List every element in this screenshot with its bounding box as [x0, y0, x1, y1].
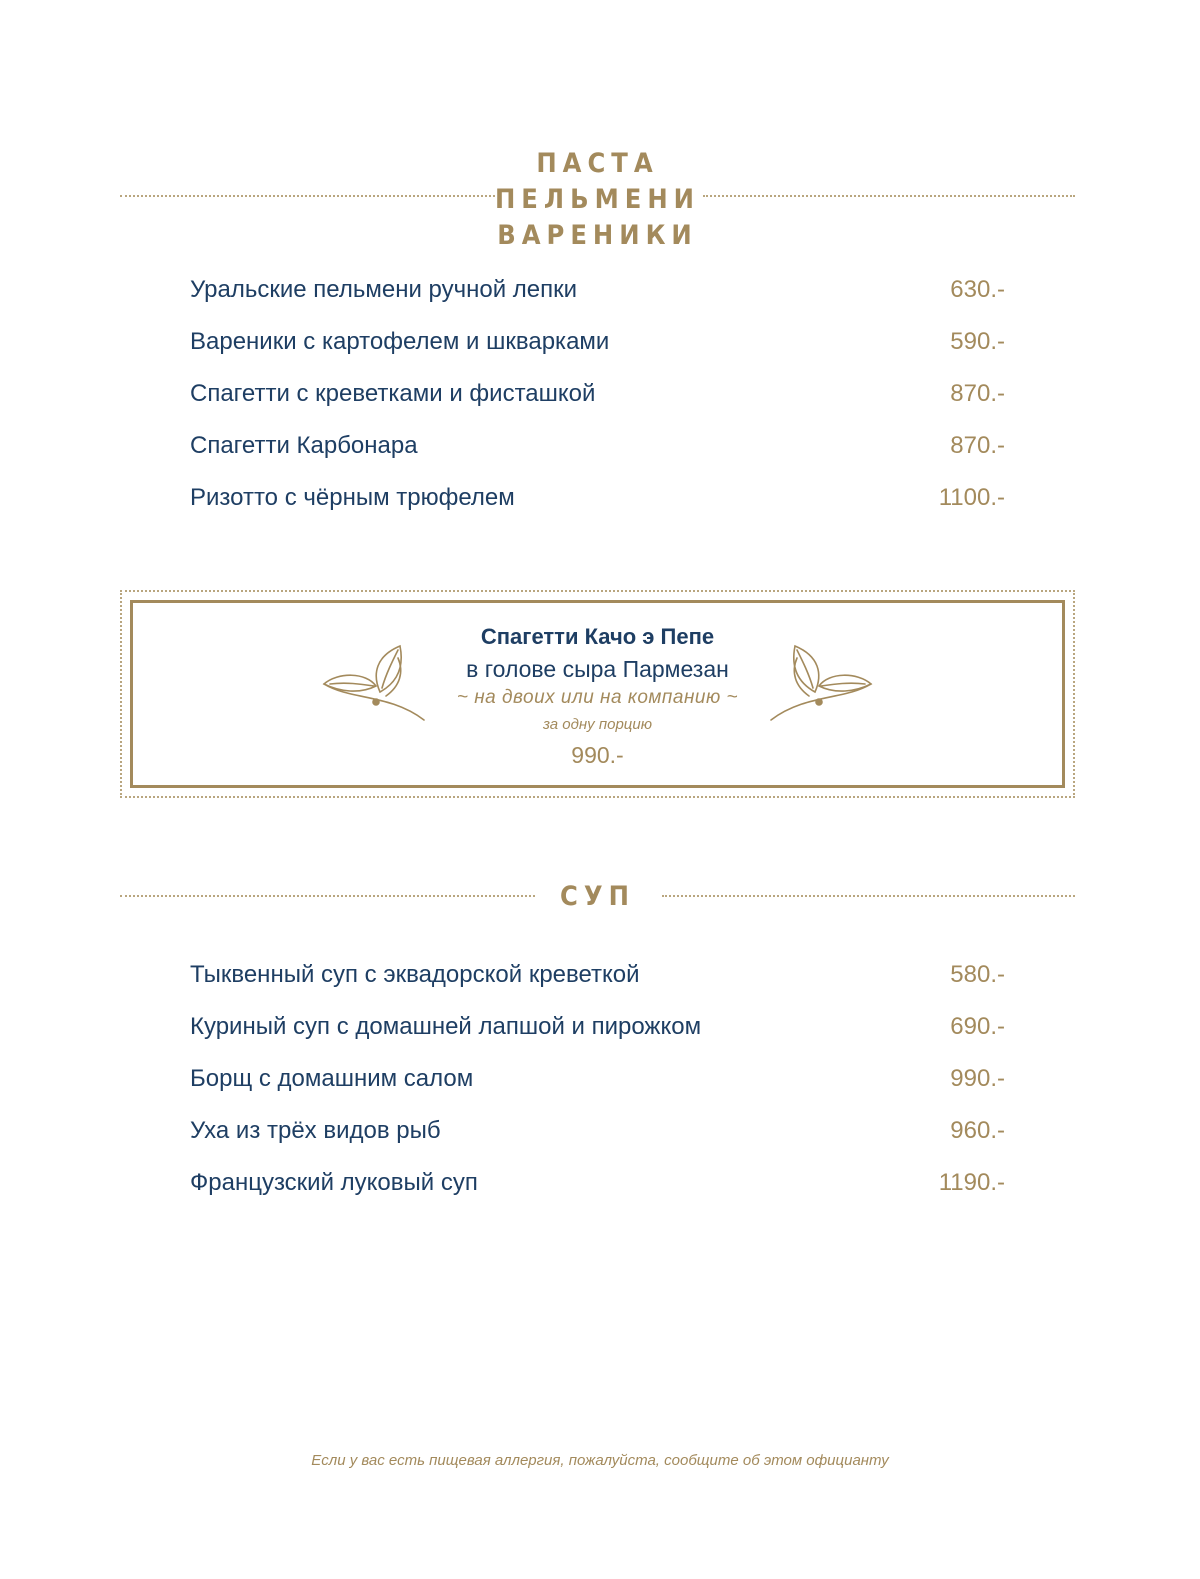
- menu-item-name: Куриный суп с домашней лапшой и пирожком: [190, 1013, 702, 1040]
- section-title: СУП: [560, 881, 635, 912]
- menu-item: [190, 1117, 1005, 1169]
- menu-item-price: 1100.-: [938, 484, 1005, 511]
- menu-item: [190, 961, 1005, 1013]
- featured-dish-note: ~ на двоих или на компанию ~: [456, 687, 739, 708]
- menu-item-price: 870.-: [950, 380, 1005, 407]
- menu-item: [190, 380, 1005, 432]
- menu-item-name: Спагетти Карбонара: [190, 432, 418, 459]
- menu-item: [190, 328, 1005, 380]
- menu-item-name: Уха из трёх видов рыб: [190, 1117, 441, 1144]
- menu-item-name: Спагетти с креветками и фисташкой: [190, 380, 596, 407]
- menu-item: [190, 1065, 1005, 1117]
- menu-item: [190, 276, 1005, 328]
- section-title-line: ПАСТА: [536, 148, 659, 179]
- menu-item-name: Тыквенный суп с эквадорской креветкой: [190, 961, 640, 988]
- menu-item: [190, 432, 1005, 484]
- menu-item-name: Вареники с картофелем и шкварками: [190, 328, 610, 355]
- menu-item: [190, 484, 1005, 536]
- menu-item-price: 990.-: [950, 1065, 1005, 1092]
- menu-item-price: 870.-: [950, 432, 1005, 459]
- featured-dish-price: 990.-: [571, 742, 624, 768]
- section-title-line: ВАРЕНИКИ: [497, 220, 698, 251]
- menu-item-name: Борщ с домашним салом: [190, 1065, 474, 1092]
- menu-list-pasta: [190, 276, 1005, 536]
- menu-item-price: 580.-: [950, 961, 1005, 988]
- menu-item-price: 1190.-: [938, 1169, 1005, 1196]
- menu-item-name: Французский луковый суп: [190, 1169, 478, 1196]
- menu-item-price: 960.-: [950, 1117, 1005, 1144]
- featured-dish-box: [120, 590, 1075, 798]
- menu-item-price: 690.-: [950, 1013, 1005, 1040]
- allergy-note: Если у вас есть пищевая аллергия, пожалуйста, сообщите об этом официанту: [311, 1452, 889, 1469]
- menu-item-price: 590.-: [950, 328, 1005, 355]
- featured-dish-title: Спагетти Качо э Пепе: [480, 624, 715, 649]
- section-header-soup: [120, 878, 1075, 918]
- menu-item-price: 630.-: [950, 276, 1005, 303]
- featured-dish-subtitle: в голове сыра Пармезан: [466, 656, 729, 682]
- featured-dish-portion: за одну порцию: [542, 716, 652, 733]
- section-header-pasta: [120, 145, 1075, 255]
- section-title-line: ПЕЛЬМЕНИ: [494, 184, 701, 215]
- menu-item-name: Ризотто с чёрным трюфелем: [190, 484, 515, 511]
- menu-item: [190, 1169, 1005, 1221]
- menu-item-name: Уральские пельмени ручной лепки: [190, 276, 578, 303]
- menu-item: [190, 1013, 1005, 1065]
- menu-list-soup: [190, 961, 1005, 1221]
